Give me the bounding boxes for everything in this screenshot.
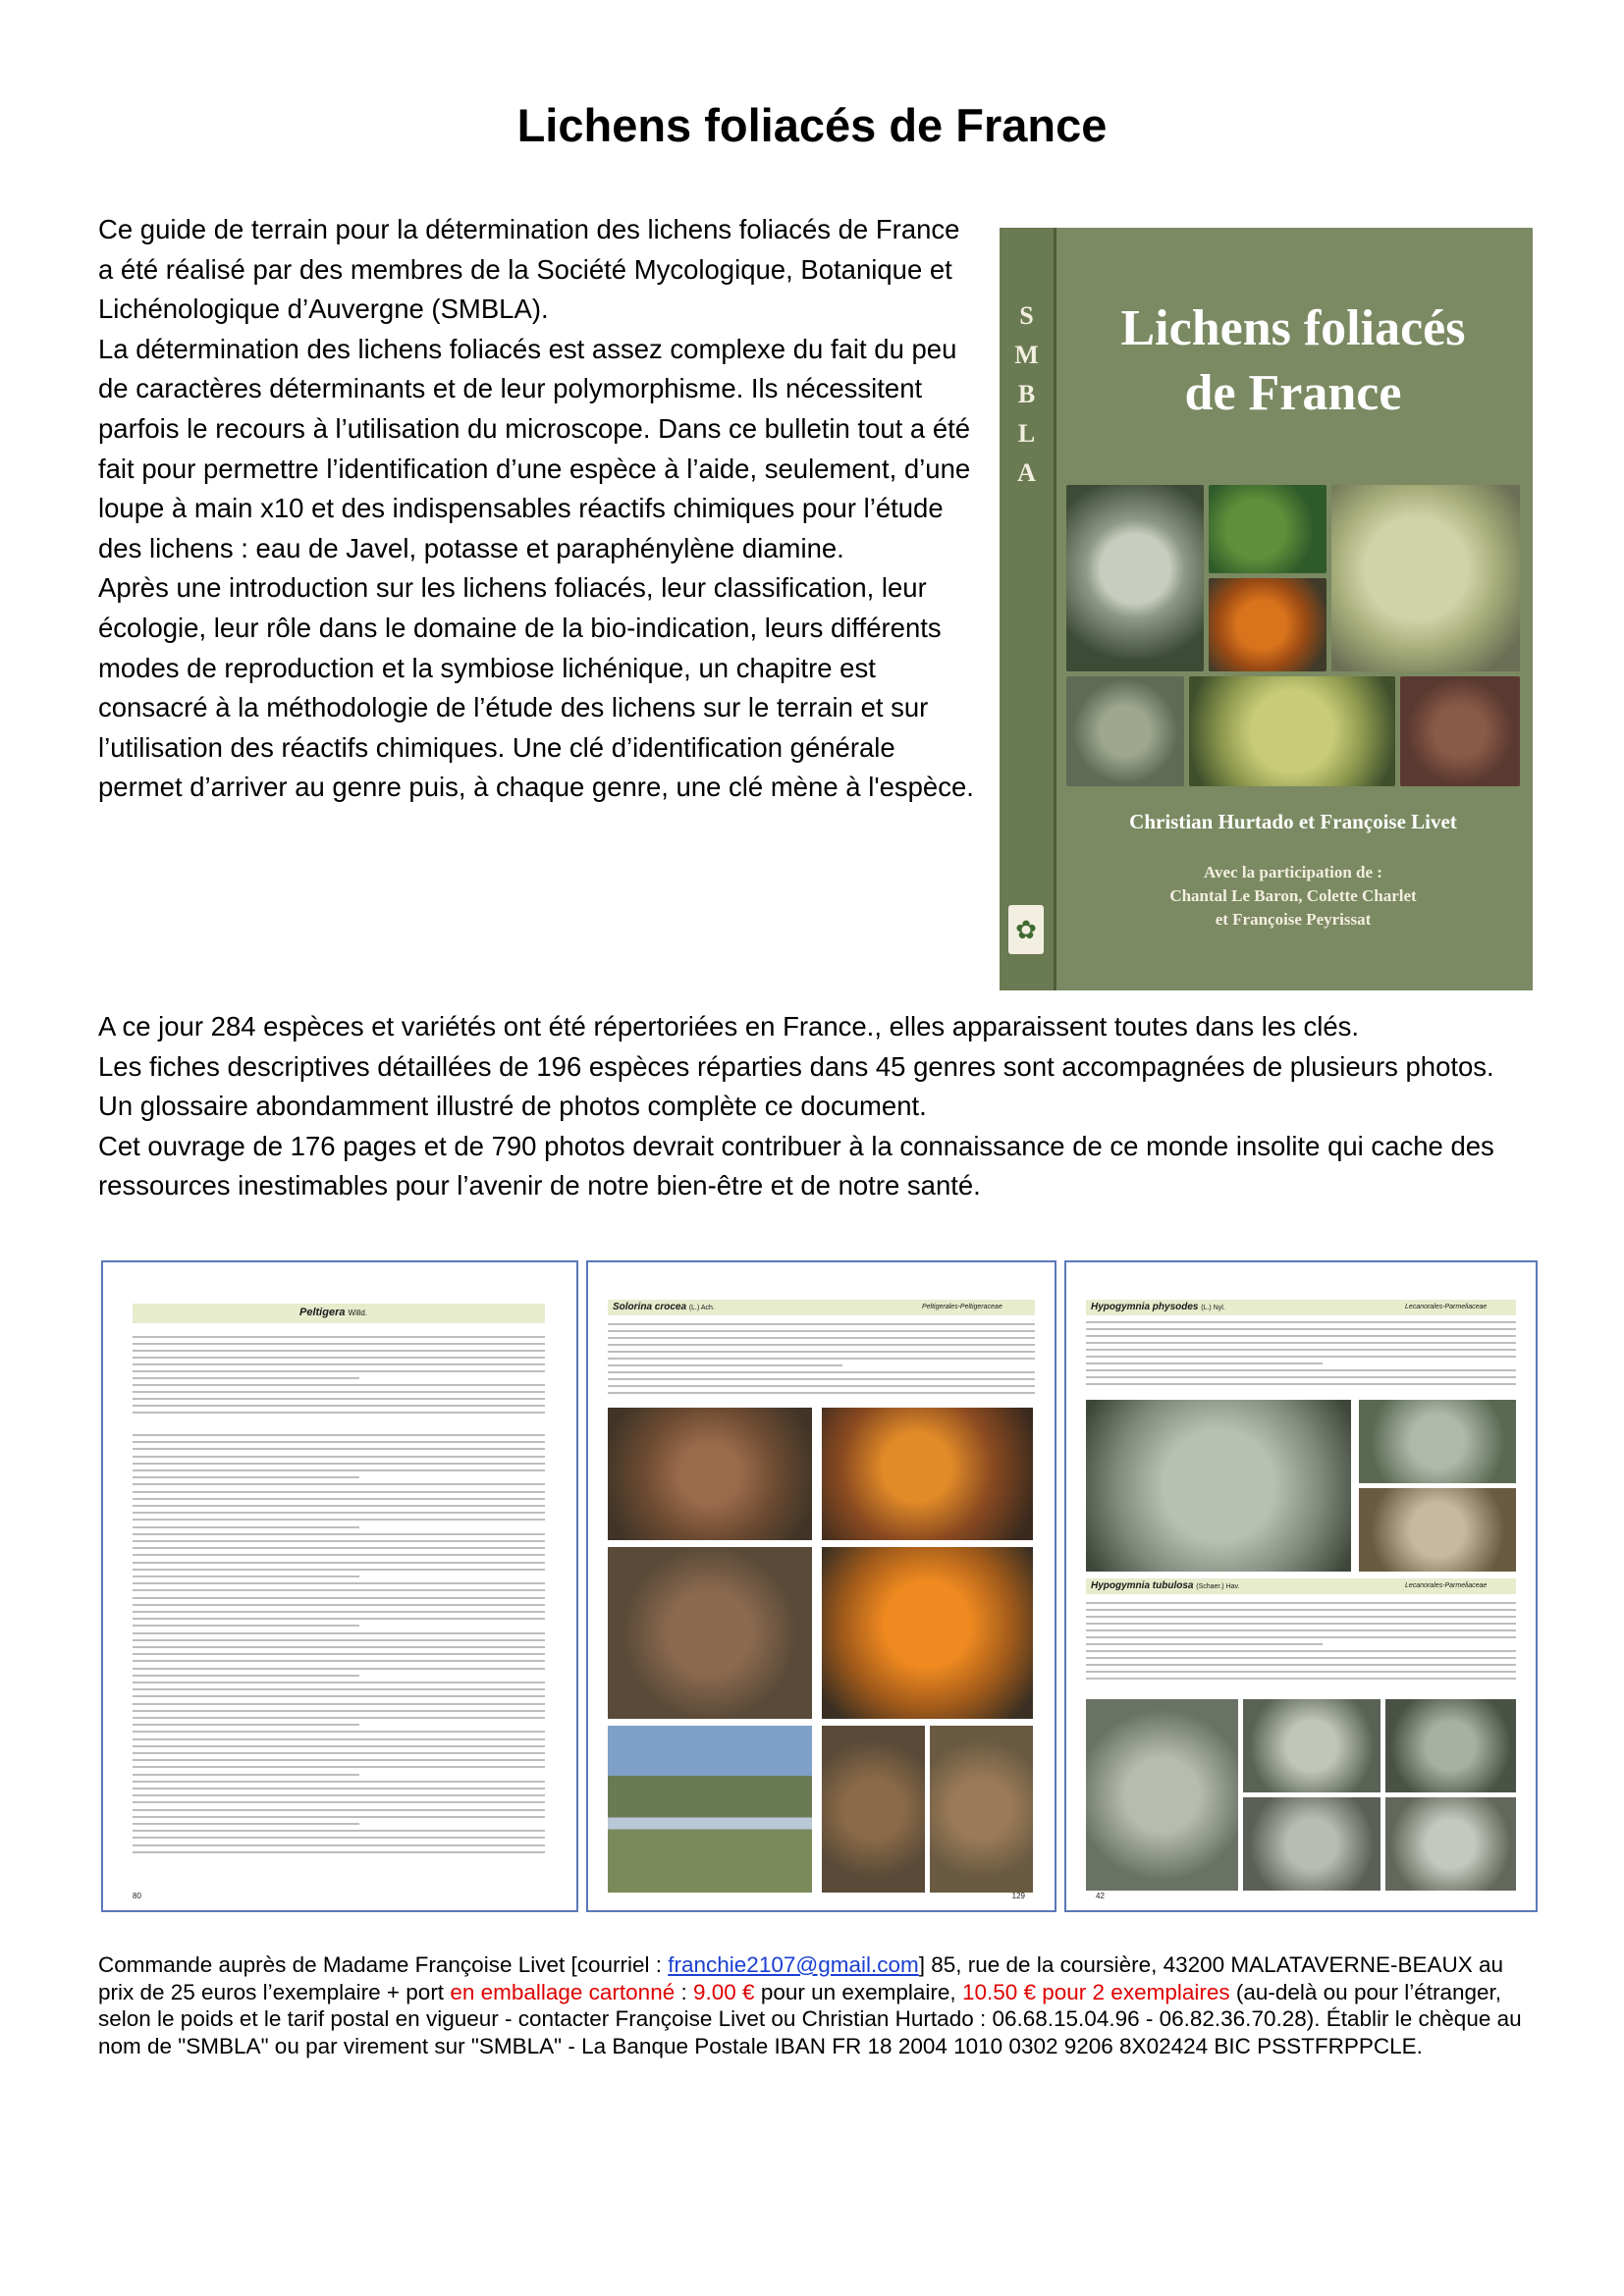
text-line (1086, 1335, 1516, 1337)
text-line (608, 1364, 842, 1366)
landscape-photo (608, 1726, 812, 1893)
text-line (133, 1575, 359, 1577)
cover-title-line: Lichens foliacés (1120, 300, 1466, 356)
text-line (133, 1562, 545, 1564)
text-line (1086, 1678, 1516, 1680)
participation-line: Chantal Le Baron, Colette Charlet (1169, 886, 1417, 905)
order-text: ] 85, rue de la coursière, 43200 MALATAVERNE-BEAUX au prix de 25 euros l’exemplaire + port (98, 1952, 1504, 2004)
email-link[interactable]: franchie2107@gmail.com (668, 1952, 919, 1977)
text-line (133, 1476, 359, 1478)
text-line (1086, 1376, 1516, 1378)
text-line (133, 1569, 545, 1571)
text-line (133, 1533, 545, 1535)
text-line (133, 1498, 545, 1500)
cover-photo (1331, 485, 1520, 671)
text-line (133, 1781, 545, 1783)
text-line (133, 1526, 359, 1528)
text-line (133, 1469, 545, 1471)
order-info (98, 1951, 1542, 2059)
text-line (1086, 1383, 1516, 1385)
text-line (133, 1512, 545, 1514)
lichen-photo (608, 1408, 812, 1540)
text-line (133, 1547, 545, 1549)
text-line (1086, 1616, 1516, 1618)
text-line (133, 1710, 545, 1712)
text-line (133, 1377, 359, 1379)
text-line (1086, 1623, 1516, 1625)
lichen-photo (1243, 1797, 1380, 1891)
text-line (133, 1463, 545, 1465)
lichen-photo (608, 1547, 812, 1719)
cover-authors: Christian Hurtado et Françoise Livet (1129, 810, 1457, 833)
text-line (133, 1618, 545, 1620)
lichen-photo (1086, 1400, 1351, 1572)
text-line (133, 1639, 545, 1641)
sample-page-peltigera (101, 1260, 578, 1912)
text-line (1086, 1643, 1323, 1645)
lichen-photo (1385, 1699, 1516, 1792)
text-line (133, 1505, 545, 1507)
spine-letter: S (1019, 301, 1034, 330)
page-header-2 (1091, 1580, 1239, 1591)
text-line (1086, 1636, 1516, 1638)
spine-letter: L (1017, 419, 1036, 448)
lichen-photo (822, 1726, 925, 1893)
cover-title (1054, 296, 1533, 426)
text-line (608, 1351, 1035, 1353)
text-line (133, 1384, 545, 1386)
text-line (133, 1632, 545, 1634)
page-header-author: (L.) Ach. (688, 1305, 715, 1311)
text-line (133, 1336, 545, 1338)
spine-letter: M (1014, 341, 1039, 369)
text-line (1086, 1650, 1516, 1652)
page-header-author: (Schaer.) Hav. (1196, 1583, 1240, 1590)
text-line (133, 1809, 545, 1811)
text-line (1086, 1671, 1516, 1673)
text-line (133, 1851, 545, 1853)
page-header (613, 1302, 715, 1312)
lichen-photo (930, 1726, 1033, 1893)
page-header-title: Peltigera (299, 1307, 346, 1318)
lichen-photo (1086, 1699, 1238, 1891)
text-line (1086, 1321, 1516, 1323)
text-line (1086, 1362, 1323, 1364)
text-line (133, 1823, 359, 1825)
text-line (133, 1738, 545, 1740)
text-line (133, 1434, 545, 1436)
text-line (608, 1330, 1035, 1332)
packaging-note: en emballage cartonné (450, 1979, 676, 2004)
text-line (1086, 1602, 1516, 1604)
text-line (133, 1816, 545, 1818)
text-line (133, 1774, 359, 1776)
price-two-copies: 10.50 € pour 2 exemplaires (961, 1979, 1230, 2004)
text-line (1086, 1342, 1516, 1344)
intro-paragraph: La détermination des lichens foliacés est assez complexe du fait du peu de caractères déterminants et de leur polymorphisme. Ils nécessitent parfois le recours à l’utilisation du microscope. Dans ce bulletin tout a été fait pour permettre l’identification d’une espèce à l’aide, seulement, d’une loupe à main x10 et des indispensables réactifs chimiques pour l’étude des lichens : eau de Javel, potasse et paraphénylène diamine. (98, 333, 971, 563)
cover-photo (1209, 485, 1326, 573)
text-line (133, 1745, 545, 1747)
page-header (299, 1307, 367, 1318)
spine-letter: B (1017, 380, 1036, 408)
text-line (133, 1456, 545, 1458)
text-line (133, 1688, 545, 1690)
text-line (133, 1844, 545, 1846)
lichen-photo (1359, 1400, 1516, 1483)
text-line (1086, 1664, 1516, 1666)
text-line (133, 1441, 545, 1443)
page-title: Lichens foliacés de France (516, 99, 1108, 151)
text-line (133, 1703, 545, 1705)
text-line (133, 1788, 545, 1789)
order-text: Commande auprès de Madame Françoise Livet [courriel : (98, 1952, 669, 1977)
cover-participation (1054, 861, 1533, 932)
text-line (133, 1646, 545, 1648)
text-line (133, 1660, 545, 1662)
book-cover (1000, 228, 1533, 990)
order-text: (au-delà ou pour l’étranger, selon le poids et le tarif postal en vigueur - contacter Françoise Livet ou Christian Hurtado : 06.68.15.04.96 - 06.82.36.70.28). Établir le chèque au nom de "SMBLA" ou par virement sur "SMBLA" - La Banque Postale IBAN FR 18 2004 1010 0302 9206 8X02424 BIC PSSTFRPPCLE. (98, 1979, 1522, 2058)
intro-paragraph: Ce guide de terrain pour la détermination des lichens foliacés de France a été réalisé par des membres de la Société Mycologique, Botanique et Lichénologique d’Auvergne (SMBLA). (98, 214, 960, 325)
cover-photo (1209, 578, 1326, 671)
sample-page-hypogymnia (1064, 1260, 1538, 1912)
text-line (608, 1358, 1035, 1360)
spine-letters (1000, 296, 1054, 493)
page-number: 42 (1096, 1892, 1105, 1900)
text-line (133, 1483, 545, 1485)
text-line (133, 1724, 359, 1726)
spine-letter: A (1017, 458, 1036, 487)
text-line (133, 1752, 545, 1754)
order-text: pour un exemplaire, (754, 1979, 962, 2004)
text-line (133, 1830, 545, 1832)
text-line (133, 1540, 545, 1542)
page-number: 129 (1011, 1892, 1025, 1900)
description-paragraph: Les fiches descriptives détaillées de 196 espèces réparties dans 45 genres sont accompagnées de plusieurs photos. (98, 1050, 1494, 1082)
text-line (133, 1766, 545, 1768)
cover-photo (1066, 676, 1184, 786)
description-paragraph: Un glossaire abondamment illustré de photos complète ce document. (98, 1091, 927, 1122)
text-line (133, 1363, 545, 1365)
lichen-photo (822, 1408, 1033, 1540)
text-line (133, 1668, 545, 1670)
text-line (133, 1357, 545, 1359)
text-line (133, 1370, 545, 1372)
text-line (608, 1392, 1035, 1394)
description-paragraph: A ce jour 284 espèces et variétés ont été répertoriées en France., elles apparaissent toutes dans les clés. (98, 1011, 1360, 1041)
text-line (133, 1695, 545, 1697)
text-line (133, 1391, 545, 1393)
text-line (133, 1448, 545, 1450)
text-line (608, 1371, 1035, 1373)
text-line (133, 1801, 545, 1803)
page-header-family: Peltigerales-Peltigeraceae (922, 1304, 1002, 1310)
lichen-photo (1359, 1488, 1516, 1572)
text-line (133, 1731, 545, 1733)
page-header-author: Willd. (348, 1308, 368, 1317)
text-line (133, 1682, 545, 1683)
page-header-title: Hypogymnia physodes (1091, 1302, 1199, 1312)
lichen-photo (822, 1547, 1033, 1719)
text-line (608, 1378, 1035, 1380)
text-line (608, 1385, 1035, 1387)
text-line (133, 1519, 545, 1521)
text-line (608, 1323, 1035, 1325)
text-line (1086, 1657, 1516, 1659)
participation-line: et Françoise Peyrissat (1215, 910, 1372, 929)
cover-title-line: de France (1184, 365, 1402, 421)
text-line (133, 1582, 545, 1584)
text-line (1086, 1609, 1516, 1611)
cover-photo (1400, 676, 1520, 786)
text-line (133, 1343, 545, 1345)
text-line (1086, 1629, 1516, 1631)
description-text (98, 1007, 1551, 1206)
page-header-family: Lecanorales-Parmeliaceae (1405, 1582, 1488, 1589)
text-line (133, 1759, 545, 1761)
text-line (133, 1398, 545, 1400)
text-line (133, 1794, 545, 1796)
intro-text (98, 210, 982, 808)
page-number: 80 (133, 1892, 141, 1900)
text-line (133, 1653, 545, 1655)
smbla-logo-icon: ✿ (1008, 905, 1044, 954)
text-line (133, 1597, 545, 1599)
text-line (1086, 1369, 1516, 1371)
cover-photo (1189, 676, 1395, 786)
page-header-author: (L.) Nyl. (1201, 1305, 1225, 1311)
text-line (133, 1491, 545, 1493)
cover-photo (1066, 485, 1204, 671)
text-line (133, 1554, 545, 1556)
lichen-photo (1385, 1797, 1516, 1891)
text-line (133, 1604, 545, 1606)
text-line (133, 1625, 359, 1627)
participation-line: Avec la participation de : (1204, 863, 1382, 881)
text-line (133, 1611, 545, 1613)
description-paragraph: Cet ouvrage de 176 pages et de 790 photos devrait contribuer à la connaissance de ce monde insolite qui cache des ressources inestimables pour l’avenir de notre bien-être et de notre santé. (98, 1130, 1494, 1201)
text-line (1086, 1356, 1516, 1358)
text-line (133, 1589, 545, 1591)
text-line (608, 1344, 1035, 1346)
text-line (133, 1412, 545, 1414)
text-line (133, 1405, 545, 1407)
page-header (1091, 1302, 1225, 1312)
text-line (1086, 1349, 1516, 1351)
text-line (133, 1717, 545, 1719)
price-one-copy: 9.00 € (693, 1979, 755, 2004)
intro-paragraph: Après une introduction sur les lichens foliacés, leur classification, leur écologie, leur rôle dans le domaine de la bio-indication, leurs différents modes de reproduction et la symbiose lichénique, un chapitre est consacré à la méthodologie de l’étude des lichens sur le terrain et sur l’utilisation des réactifs chimiques. Une clé d’identification générale permet d’arriver au genre puis, à chaque genre, une clé mène à l'espèce. (98, 572, 974, 803)
page-header-title: Hypogymnia tubulosa (1091, 1580, 1194, 1591)
text-line (133, 1350, 545, 1352)
page-header-title: Solorina crocea (613, 1302, 687, 1312)
page-header-family: Lecanorales-Parmeliaceae (1405, 1304, 1488, 1310)
text-line (1086, 1328, 1516, 1330)
sample-page-solorina (586, 1260, 1056, 1912)
text-line (133, 1675, 359, 1677)
order-text: : (675, 1979, 693, 2004)
text-line (608, 1337, 1035, 1339)
text-line (133, 1837, 545, 1839)
lichen-photo (1243, 1699, 1380, 1792)
